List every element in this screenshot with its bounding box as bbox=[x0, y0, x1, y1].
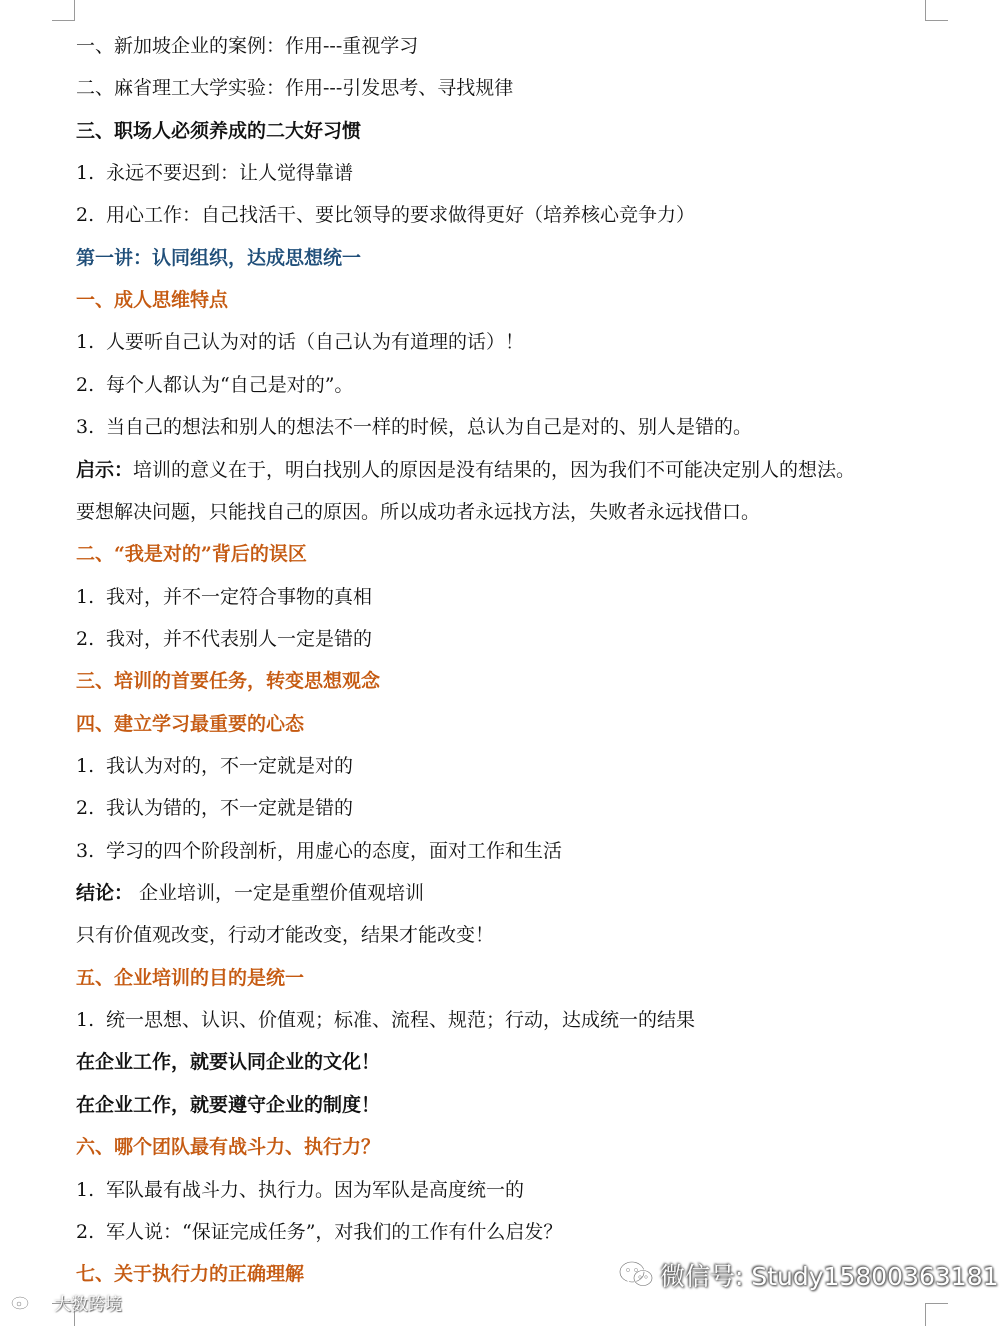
list-number: 1. bbox=[76, 1178, 95, 1201]
line-text: 人要听自己认为对的话（自己认为有道理的话）！ bbox=[106, 331, 525, 354]
list-item bbox=[76, 200, 695, 230]
list-item bbox=[76, 793, 353, 823]
list-item bbox=[76, 1217, 562, 1247]
paragraph bbox=[76, 73, 513, 103]
line-text: 三、培训的首要任务，转变思想观念 bbox=[76, 670, 381, 693]
weibo-watermark-text: 大数跨境 bbox=[54, 1294, 122, 1315]
line-text: 要想解决问题，只能找自己的原因。所以成功者永远找方法，失败者永远找借口。 bbox=[76, 500, 761, 523]
wechat-watermark bbox=[618, 1255, 999, 1295]
weibo-logo-icon bbox=[10, 1292, 50, 1312]
list-number: 1. bbox=[76, 162, 95, 185]
line-text: 在企业工作，就要认同企业的文化！ bbox=[76, 1051, 381, 1074]
list-item bbox=[76, 1175, 524, 1205]
line-text: 统一思想、认识、价值观；标准、流程、规范；行动，达成统一的结果 bbox=[106, 1009, 696, 1032]
line-text: 军队最有战斗力、执行力。因为军队是高度统一的 bbox=[106, 1178, 525, 1201]
wechat-id-text: 微信号: Study15800363181 bbox=[660, 1262, 999, 1291]
line-text: 在企业工作，就要遵守企业的制度！ bbox=[76, 1093, 381, 1116]
paragraph bbox=[76, 497, 760, 527]
line-text: 每个人都认为“自己是对的”。 bbox=[106, 373, 354, 396]
line-text: 七、关于执行力的正确理解 bbox=[76, 1263, 305, 1286]
list-item bbox=[76, 370, 353, 400]
list-number: 3. bbox=[76, 839, 95, 862]
line-text: 四、建立学习最重要的心态 bbox=[76, 712, 305, 735]
document-heading bbox=[76, 963, 304, 993]
line-text: 六、哪个团队最有战斗力、执行力？ bbox=[76, 1136, 381, 1159]
line-text: 一、新加坡企业的案例：作用---重视学习 bbox=[76, 35, 419, 57]
list-number: 3. bbox=[76, 416, 95, 439]
line-text: 五、企业培训的目的是统一 bbox=[76, 966, 305, 989]
line-text: 用心工作：自己找活干、要比领导的要求做得更好（培养核心竞争力） bbox=[106, 204, 696, 227]
list-item bbox=[76, 751, 353, 781]
line-text: 永远不要迟到：让人觉得靠谱 bbox=[106, 162, 354, 185]
line-text: 培训的意义在于，明白找别人的原因是没有结果的，因为我们不可能决定别人的想法。 bbox=[133, 458, 856, 481]
paragraph bbox=[76, 920, 494, 950]
line-text: 我认为错的，不一定就是错的 bbox=[106, 797, 354, 820]
line-text: 只有价值观改变，行动才能改变，结果才能改变！ bbox=[76, 924, 495, 947]
line-text: 第一讲：认同组织，达成思想统一 bbox=[76, 246, 362, 269]
line-text: 我认为对的，不一定就是对的 bbox=[106, 755, 354, 777]
list-number: 1. bbox=[76, 331, 95, 354]
page-corner-mark bbox=[52, 0, 75, 21]
lead-label: 结论： bbox=[76, 882, 134, 904]
document-heading bbox=[76, 666, 380, 696]
list-number: 2. bbox=[76, 204, 95, 227]
line-text: 学习的四个阶段剖析，用虚心的态度，面对工作和生活 bbox=[106, 839, 563, 862]
document-heading bbox=[76, 1090, 380, 1120]
document-heading bbox=[76, 1132, 380, 1162]
document-heading bbox=[76, 116, 361, 146]
document-heading bbox=[76, 709, 304, 739]
list-item bbox=[76, 1005, 695, 1035]
list-item bbox=[76, 412, 752, 442]
lead-label: 启示： bbox=[76, 458, 134, 481]
weibo-watermark bbox=[10, 1290, 122, 1314]
wechat-icon bbox=[618, 1259, 654, 1291]
list-number: 1. bbox=[76, 755, 95, 777]
line-text: 企业培训，一定是重塑价值观培训 bbox=[133, 882, 425, 904]
line-text: 二、“我是对的”背后的误区 bbox=[76, 543, 307, 566]
line-text: 我对，并不一定符合事物的真相 bbox=[106, 585, 373, 608]
list-number: 1. bbox=[76, 585, 95, 608]
list-number: 2. bbox=[76, 797, 95, 820]
list-item bbox=[76, 624, 372, 654]
document-heading bbox=[76, 285, 228, 315]
line-text: 三、职场人必须养成的二大好习惯 bbox=[76, 119, 362, 142]
list-number: 2. bbox=[76, 1220, 95, 1243]
document-heading bbox=[76, 539, 307, 569]
list-item bbox=[76, 836, 562, 866]
document-heading bbox=[76, 243, 361, 273]
document-heading bbox=[76, 1047, 380, 1077]
list-item bbox=[76, 327, 524, 357]
document-heading bbox=[76, 1259, 304, 1289]
list-number: 1. bbox=[76, 1009, 95, 1032]
paragraph bbox=[76, 878, 424, 908]
line-text: 我对，并不代表别人一定是错的 bbox=[106, 627, 373, 650]
list-item bbox=[76, 582, 372, 612]
paragraph bbox=[76, 31, 418, 61]
list-item bbox=[76, 158, 353, 188]
list-number: 2. bbox=[76, 373, 95, 396]
line-text: 二、麻省理工大学实验：作用---引发思考、寻找规律 bbox=[76, 77, 514, 100]
line-text: 军人说：“保证完成任务”，对我们的工作有什么启发？ bbox=[106, 1220, 563, 1243]
line-text: 当自己的想法和别人的想法不一样的时候，总认为自己是对的、别人是错的。 bbox=[106, 416, 753, 439]
page-corner-mark bbox=[925, 0, 948, 21]
paragraph bbox=[76, 455, 855, 485]
line-text: 一、成人思维特点 bbox=[76, 289, 229, 312]
page-corner-mark bbox=[925, 1303, 948, 1326]
list-number: 2. bbox=[76, 627, 95, 650]
